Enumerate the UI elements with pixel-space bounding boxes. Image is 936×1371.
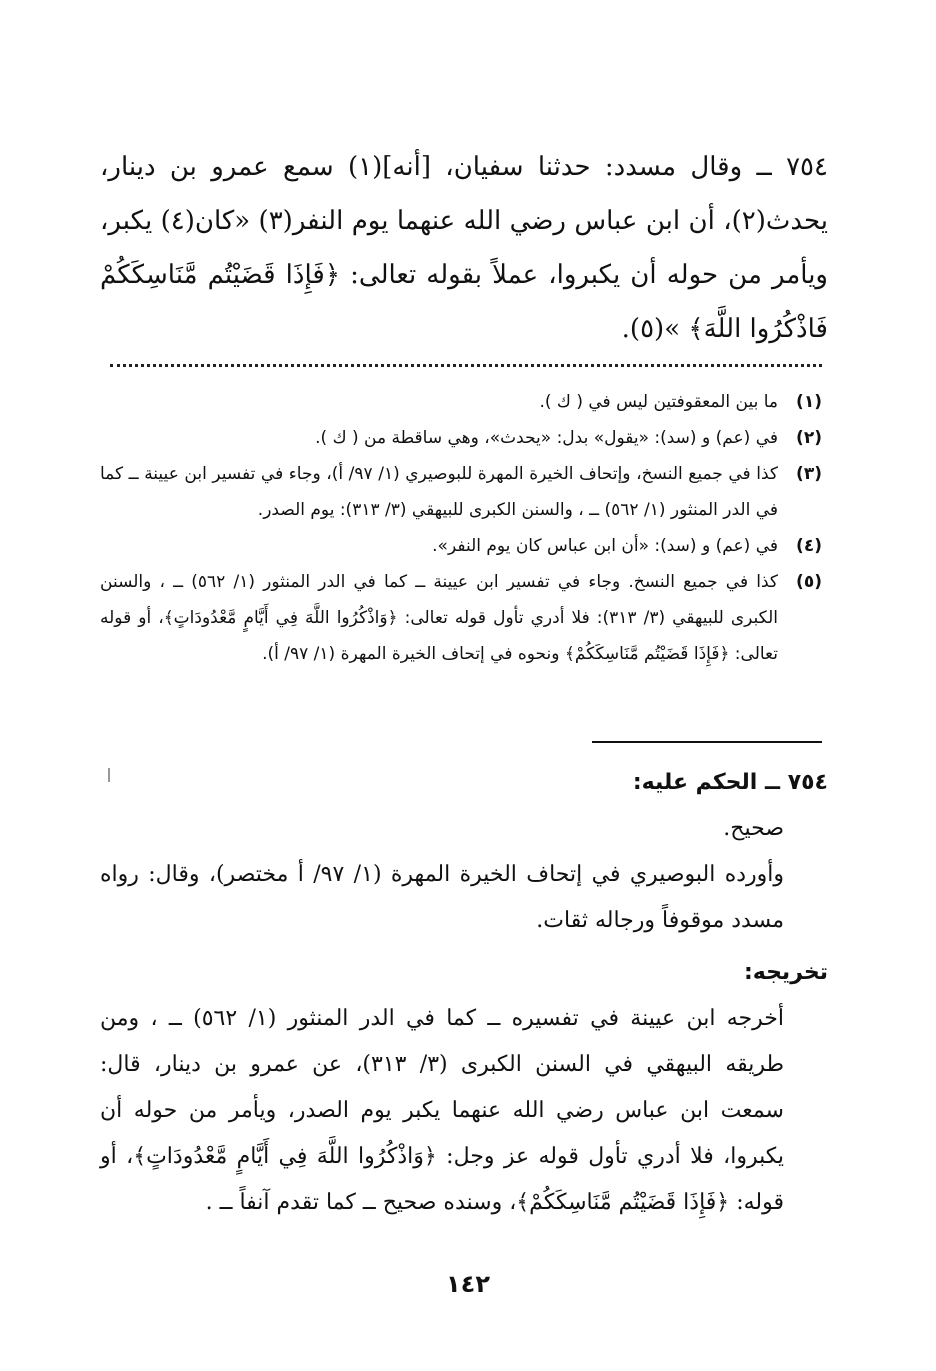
- footnote: [100, 456, 822, 528]
- footnote-number: (٥): [796, 572, 822, 592]
- footnote: [100, 384, 822, 420]
- footnote-text: كذا في جميع النسخ. وجاء في تفسير ابن عيينة ــ كما في الدر المنثور (١/ ٥٦٢) ــ ، والسنن الكبرى للبيهقي (٣/ ٣١٣): فلا أدري تأول قوله تعالى: ﴿وَاذْكُرُوا اللَّهَ فِي أَيَّامٍ مَّعْدُودَاتٍ﴾، أو قوله تعالى: ﴿فَإِذَا قَضَيْتُم مَّنَاسِكَكُمْ﴾ ونحوه في إتحاف الخيرة المهرة (١/ ٩٧/ أ).: [100, 572, 778, 664]
- footnote-text: في (عم) و (سد): «يقول» بدل: «يحدث»، وهي ساقطة من ( ك ).: [315, 428, 778, 448]
- ruling-verdict: صحيح.: [723, 816, 784, 841]
- footnote: [100, 564, 822, 672]
- footnote-text: ما بين المعقوفتين ليس في ( ك ).: [539, 392, 778, 412]
- footnote-text: في (عم) و (سد): «أن ابن عباس كان يوم النفر».: [432, 536, 778, 556]
- takhrij-heading: تخريجه:: [743, 960, 828, 985]
- commentary-body: [100, 806, 828, 1226]
- footnote: [100, 420, 822, 456]
- section-rule: [592, 741, 822, 743]
- takhrij-paragraph: أخرجه ابن عيينة في تفسيره ــ كما في الدر المنثور (١/ ٥٦٢) ــ ، ومن طريقه البيهقي في السنن الكبرى (٣/ ٣١٣)، عن عمرو بن دينار، قال: سمعت ابن عباس رضي الله عنهما يكبر يوم الصدر، ويأمر من حوله أن يكبروا، فلا أدري تأول قوله عز وجل: ﴿وَاذْكُرُوا اللَّهَ فِي أَيَّامٍ مَّعْدُودَاتٍ﴾، أو قوله: ﴿فَإِذَا قَضَيْتُم مَّنَاسِكَكُمْ﴾، وسنده صحيح ــ كما تقدم آنفاً ــ .: [100, 1006, 785, 1215]
- footnote-number: (١): [796, 392, 822, 412]
- ruling-heading: ٧٥٤ ــ الحكم عليه:: [632, 770, 828, 795]
- main-hadith-text: ٧٥٤ ــ وقال مسدد: حدثنا سفيان، [أنه](١) سمع عمرو بن دينار، يحدث(٢)، أن ابن عباس رضي الله عنهما يوم النفر(٣) «كان(٤) يكبر، ويأمر من حوله أن يكبروا، عملاً بقوله تعالى: ﴿فَإِذَا قَضَيْتُم مَّنَاسِكَكُمْ فَاذْكُرُوا اللَّهَ﴾ »(٥).: [100, 152, 828, 344]
- footnote-text: كذا في جميع النسخ، وإتحاف الخيرة المهرة للبوصيري (١/ ٩٧/ أ)، وجاء في تفسير ابن عيينة ــ كما في الدر المنثور (١/ ٥٦٢) ــ ، والسنن الكبرى للبيهقي (٣/ ٣١٣): يوم الصدر.: [100, 464, 778, 520]
- footnotes-list: [100, 384, 822, 672]
- footnote: [100, 528, 822, 564]
- footnote-separator: [110, 358, 822, 367]
- page-number: ١٤٢: [446, 1270, 490, 1298]
- footnote-number: (٤): [796, 536, 822, 556]
- footnote-number: (٣): [796, 464, 822, 484]
- footnote-number: (٢): [796, 428, 822, 448]
- ruling-paragraph: وأورده البوصيري في إتحاف الخيرة المهرة (١/ ٩٧/ أ مختصر)، وقال: رواه مسدد موقوفاً ورجاله ثقات.: [100, 862, 785, 933]
